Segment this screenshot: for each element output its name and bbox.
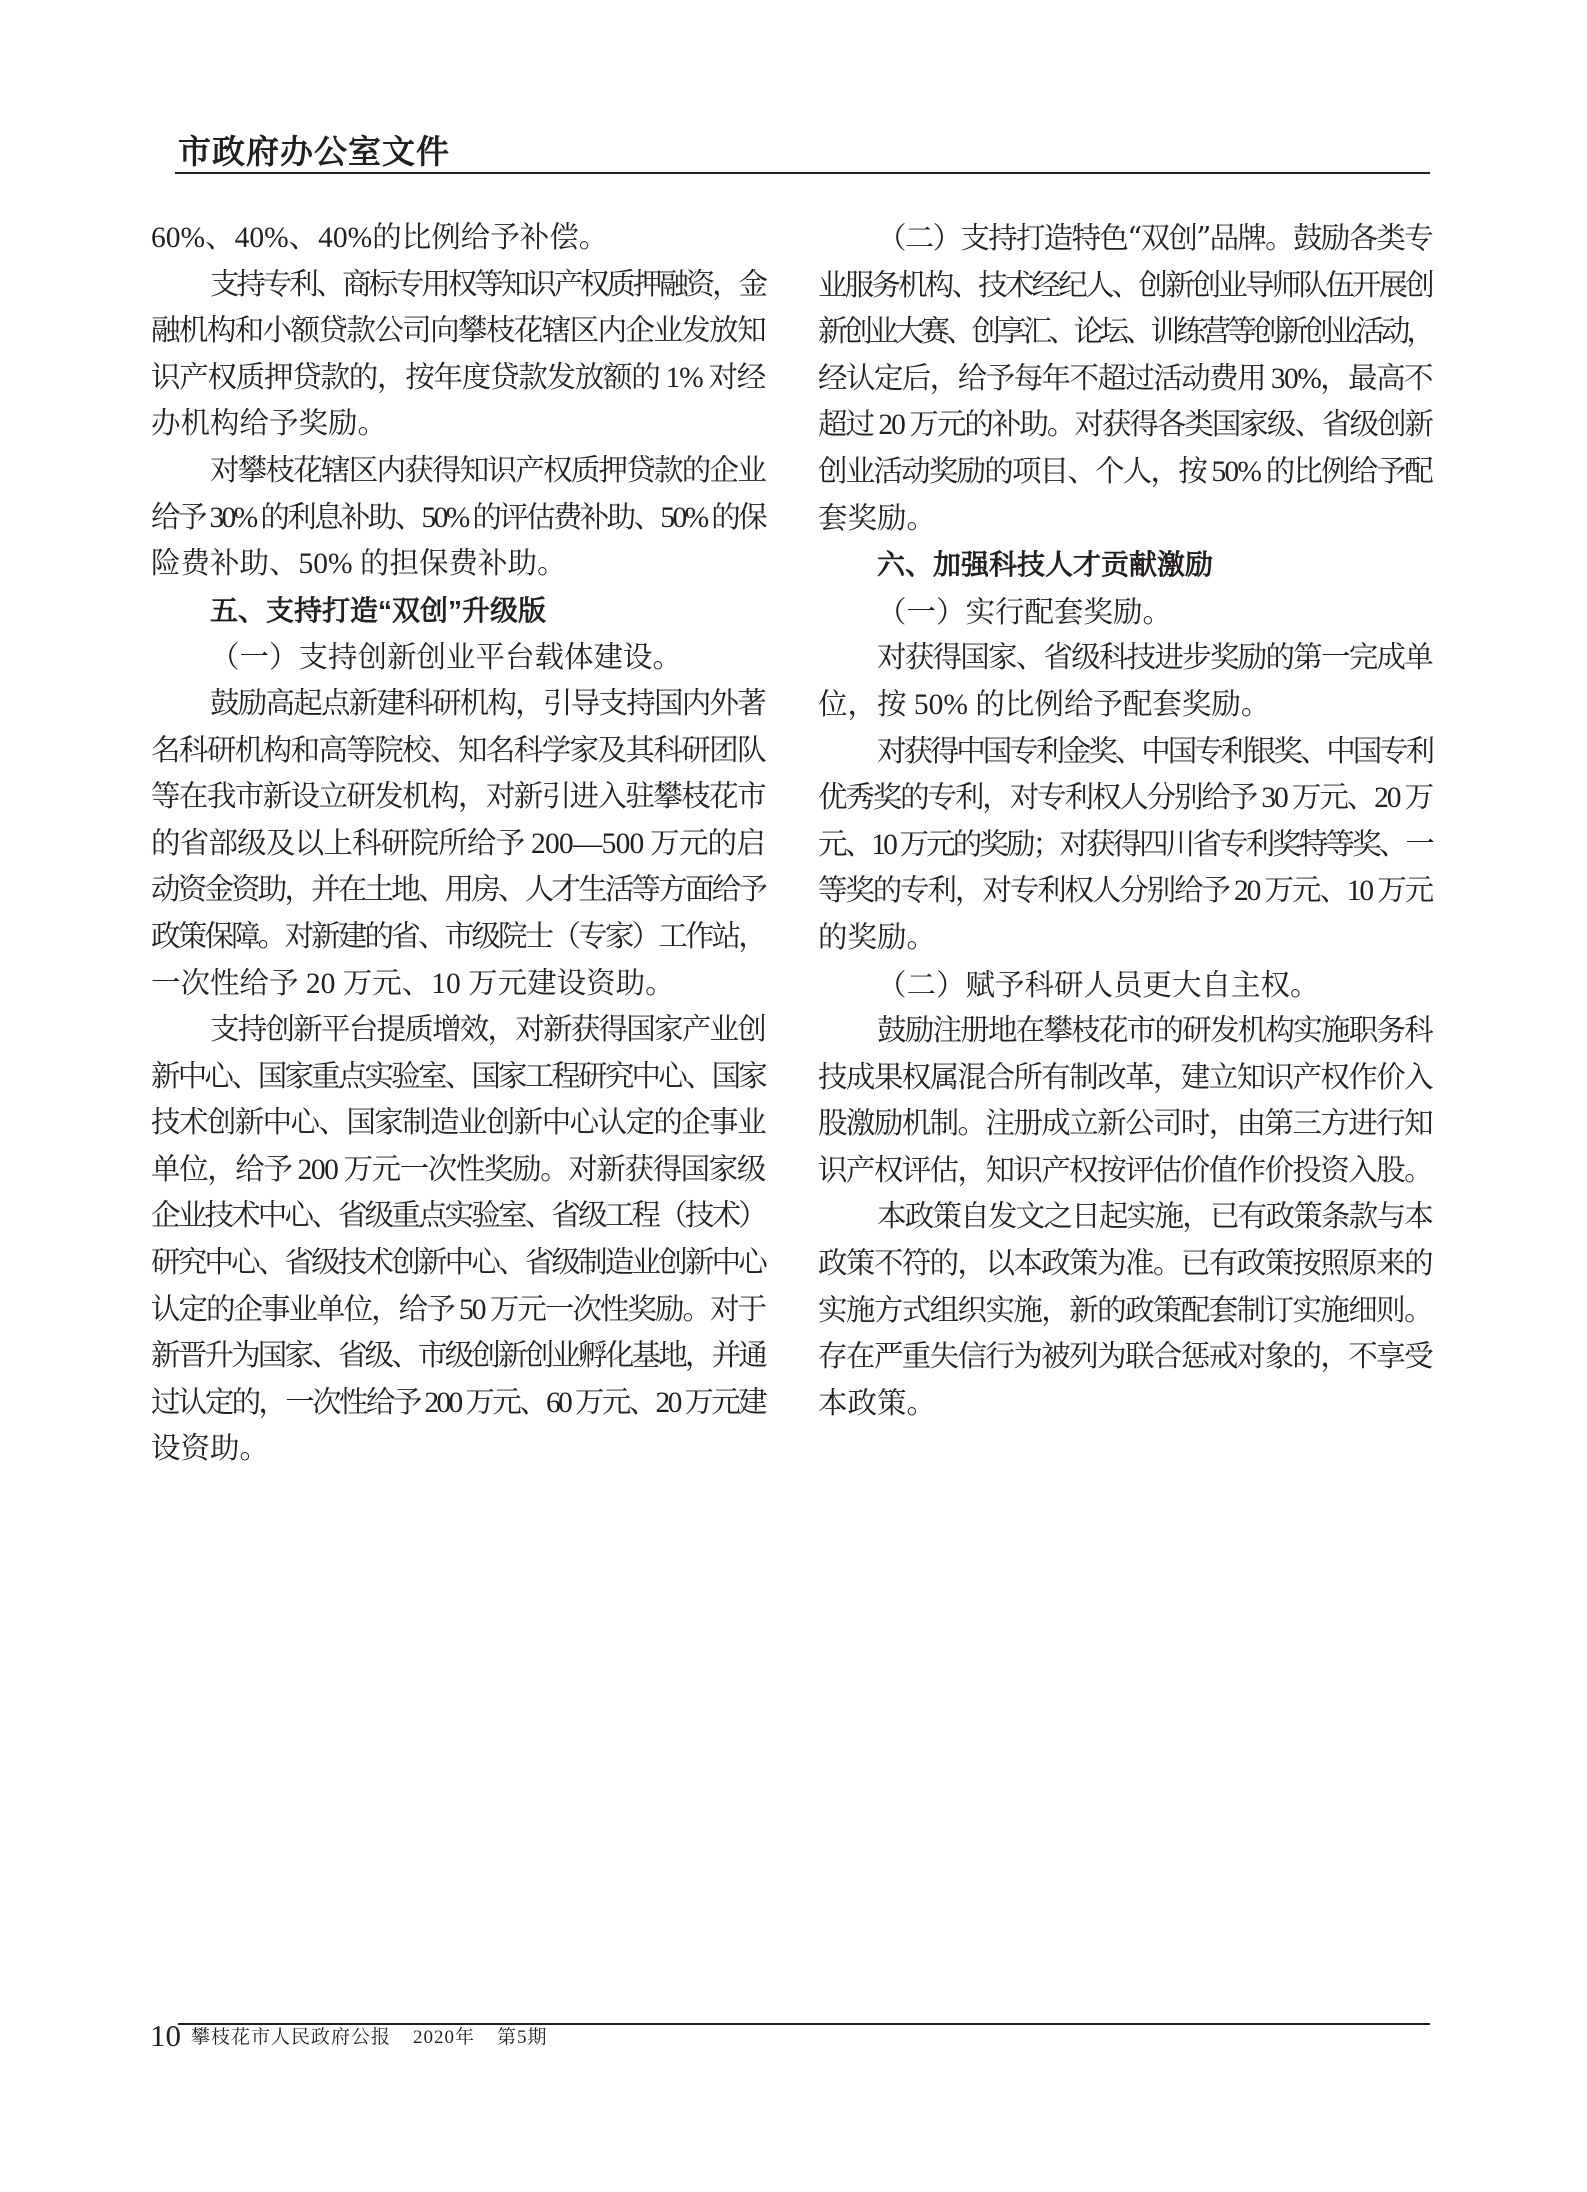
text-line [818,1148,1432,1195]
line-content: 的奖励。 [818,921,937,954]
text-line [818,775,1432,822]
subsection-heading [818,589,1432,636]
text-line [151,1240,765,1287]
line-content: 险费补助、50% 的担保费补助。 [151,548,567,581]
text-line [151,448,765,495]
publication-year: 2020年 [413,2027,476,2048]
line-content: 新创业大赛、创享汇、论坛、训练营等创新创业活动， [818,316,1432,349]
line-content: 存在严重失信行为被列为联合惩戒对象的，不享受 [818,1341,1432,1374]
line-content: 技术创新中心、国家制造业创新中心认定的企事业 [151,1107,765,1140]
footer-publication-info [191,2026,570,2050]
line-content: 认定的企事业单位，给予 50 万元一次性奖励。对于 [151,1293,765,1326]
text-line [818,868,1432,915]
text-line [151,914,765,961]
text-line [151,728,765,775]
section-heading [818,542,1432,589]
text-line [151,821,765,868]
text-line [151,541,765,588]
line-content: 对获得国家、省级科技进步奖励的第一完成单 [877,642,1432,675]
section-heading [151,588,765,635]
text-line [151,634,765,681]
line-content: 识产权质押贷款的，按年度贷款发放额的 1% 对经 [151,361,766,394]
text-line [818,402,1432,449]
text-line [818,542,1432,589]
text-line [818,263,1432,310]
header-rule [175,172,1430,174]
line-content: 业服务机构、技术经纪人、创新创业导师队伍开展创 [818,269,1432,302]
line-content: 六、加强科技人才贡献激励 [877,549,1214,581]
line-content: 设资助。 [151,1433,270,1466]
paragraph [151,1007,765,1473]
paragraph [818,215,1432,542]
text-line [818,1381,1432,1428]
text-line [151,355,765,402]
line-content: 元、10 万元的奖励；对获得四川省专利奖特等奖、一 [818,828,1432,861]
line-content: 动资金资助，并在土地、用房、人才生活等方面给予 [151,874,765,907]
text-line [818,1334,1432,1381]
line-content: 一次性给予 20 万元、10 万元建设资助。 [151,967,675,1000]
line-content: 识产权评估，知识产权按评估价值作价投资入股。 [818,1154,1432,1187]
line-content: 单位，给予 200 万元一次性奖励。对新获得国家级 [151,1153,765,1186]
paragraph [151,681,765,1007]
text-line [151,774,765,821]
line-content: （二）赋予科研人员更大自主权。 [877,967,1320,1002]
text-line [818,449,1432,496]
line-content: 超过 20 万元的补助。对获得各类国家级、省级创新 [818,409,1432,442]
text-line [818,729,1432,776]
text-line [818,1055,1432,1102]
text-line [818,822,1432,869]
line-content: 政策保障。对新建的省、市级院士（专家）工作站， [151,920,765,953]
line-content: 等在我市新设立研发机构，对新引进入驻攀枝花市 [151,781,765,814]
text-line [818,635,1432,682]
text-line [818,1288,1432,1335]
text-line [818,1241,1432,1288]
text-line [818,496,1432,543]
line-content: 办机构给予奖励。 [151,408,388,441]
text-line [818,1101,1432,1148]
line-text: 鼓励各类专 [1292,223,1432,255]
text-line [151,1193,765,1240]
line-content: 支持专利、商标专用权等知识产权质押融资，金 [210,268,765,301]
text-line [151,495,765,542]
line-content: 政策不符的，以本政策为准。已有政策按照原来的 [818,1248,1432,1281]
subsection-heading-inline: （二）支持打造特色“双创”品牌。 [877,221,1293,255]
publication-issue: 第5期 [497,2027,548,2048]
subsection-heading [151,634,765,681]
line-content: 经认定后，给予每年不超过活动费用 30%，最高不 [818,362,1432,395]
paragraph [818,635,1432,728]
line-content: 套奖励。 [818,502,937,535]
line-content: 鼓励高起点新建科研机构，引导支持国内外著 [210,687,765,720]
text-line [151,215,765,262]
line-content [877,215,1432,263]
line-content: 技成果权属混合所有制改革，建立知识产权作价入 [818,1061,1432,1094]
line-content: 本政策自发文之日起实施，已有政策条款与本 [877,1201,1432,1234]
text-line [818,915,1432,962]
line-content: 新中心、国家重点实验室、国家工程研究中心、国家 [151,1060,765,1093]
paragraph [818,729,1432,962]
text-line [818,1194,1432,1241]
line-content: 优秀奖的专利，对专利权人分别给予 30 万元、20 万 [818,782,1432,815]
line-content: 研究中心、省级技术创新中心、省级制造业创新中心 [151,1247,765,1280]
line-content: 五、支持打造“双创”升级版 [210,594,547,626]
text-line [818,589,1432,636]
line-content: 的省部级及以上科研院所给予 200—500 万元的启 [151,827,765,860]
publication-name: 攀枝花市人民政府公报 [191,2027,392,2048]
left-text-column [151,215,765,1473]
line-content: （一）支持创新创业平台载体建设。 [210,640,683,675]
line-content: 股激励机制。注册成立新公司时，由第三方进行知 [818,1108,1432,1141]
line-content: 位，按 50% 的比例给予配套奖励。 [818,688,1271,721]
text-line [151,1100,765,1147]
text-line [818,356,1432,403]
line-content: 创业活动奖励的项目、个人，按 50% 的比例给予配 [818,455,1432,488]
paragraph [818,1008,1432,1194]
line-content: 支持创新平台提质增效，对新获得国家产业创 [210,1014,765,1047]
text-line [151,1054,765,1101]
text-line [151,1007,765,1054]
line-content: 给予 30% 的利息补助、50% 的评估费补助、50% 的保 [151,501,765,534]
paragraph [151,262,765,448]
line-content: 实施方式组织实施，新的政策配套制订实施细则。 [818,1294,1432,1327]
line-content: 鼓励注册地在攀枝花市的研发机构实施职务科 [877,1015,1432,1048]
text-line [151,262,765,309]
page-number: 10 [150,2018,181,2053]
right-text-column [818,215,1432,1427]
text-line [818,309,1432,356]
line-content: 名科研机构和高等院校、知名科学家及其科研团队 [151,734,765,767]
line-content: （一）实行配套奖励。 [877,594,1173,629]
text-line [151,867,765,914]
line-content: 企业技术中心、省级重点实验室、省级工程（技术） [151,1200,765,1233]
text-line [151,1333,765,1380]
line-content: 融机构和小额贷款公司向攀枝花辖区内企业发放知 [151,315,765,348]
text-line [151,308,765,355]
text-line [151,1147,765,1194]
line-content: 等奖的专利，对专利权人分别给予 20 万元、10 万元 [818,875,1432,908]
line-content: 本政策。 [818,1387,937,1420]
line-content: 过认定的，一次性给予 200 万元、60 万元、20 万元建 [151,1386,765,1419]
text-line [818,215,1432,263]
text-line [151,1426,765,1473]
line-content: 对获得中国专利金奖、中国专利银奖、中国专利 [877,735,1432,768]
text-line [151,588,765,635]
section-header-title: 市政府办公室文件 [178,133,450,170]
paragraph [818,1194,1432,1427]
paragraph [151,448,765,588]
text-line [818,1008,1432,1055]
line-content: 对攀枝花辖区内获得知识产权质押贷款的企业 [210,454,765,487]
line-content: 新晋升为国家、省级、市级创新创业孵化基地，并通 [151,1340,765,1373]
text-line [151,401,765,448]
text-line [151,1287,765,1334]
text-line [151,961,765,1008]
footer-rule [178,2023,1430,2025]
text-line [818,682,1432,729]
paragraph [151,215,765,262]
line-content: 60%、40%、40%的比例给予补偿。 [151,222,609,254]
text-line [151,1380,765,1427]
text-line [151,681,765,728]
text-line [818,962,1432,1009]
subsection-heading [818,962,1432,1009]
